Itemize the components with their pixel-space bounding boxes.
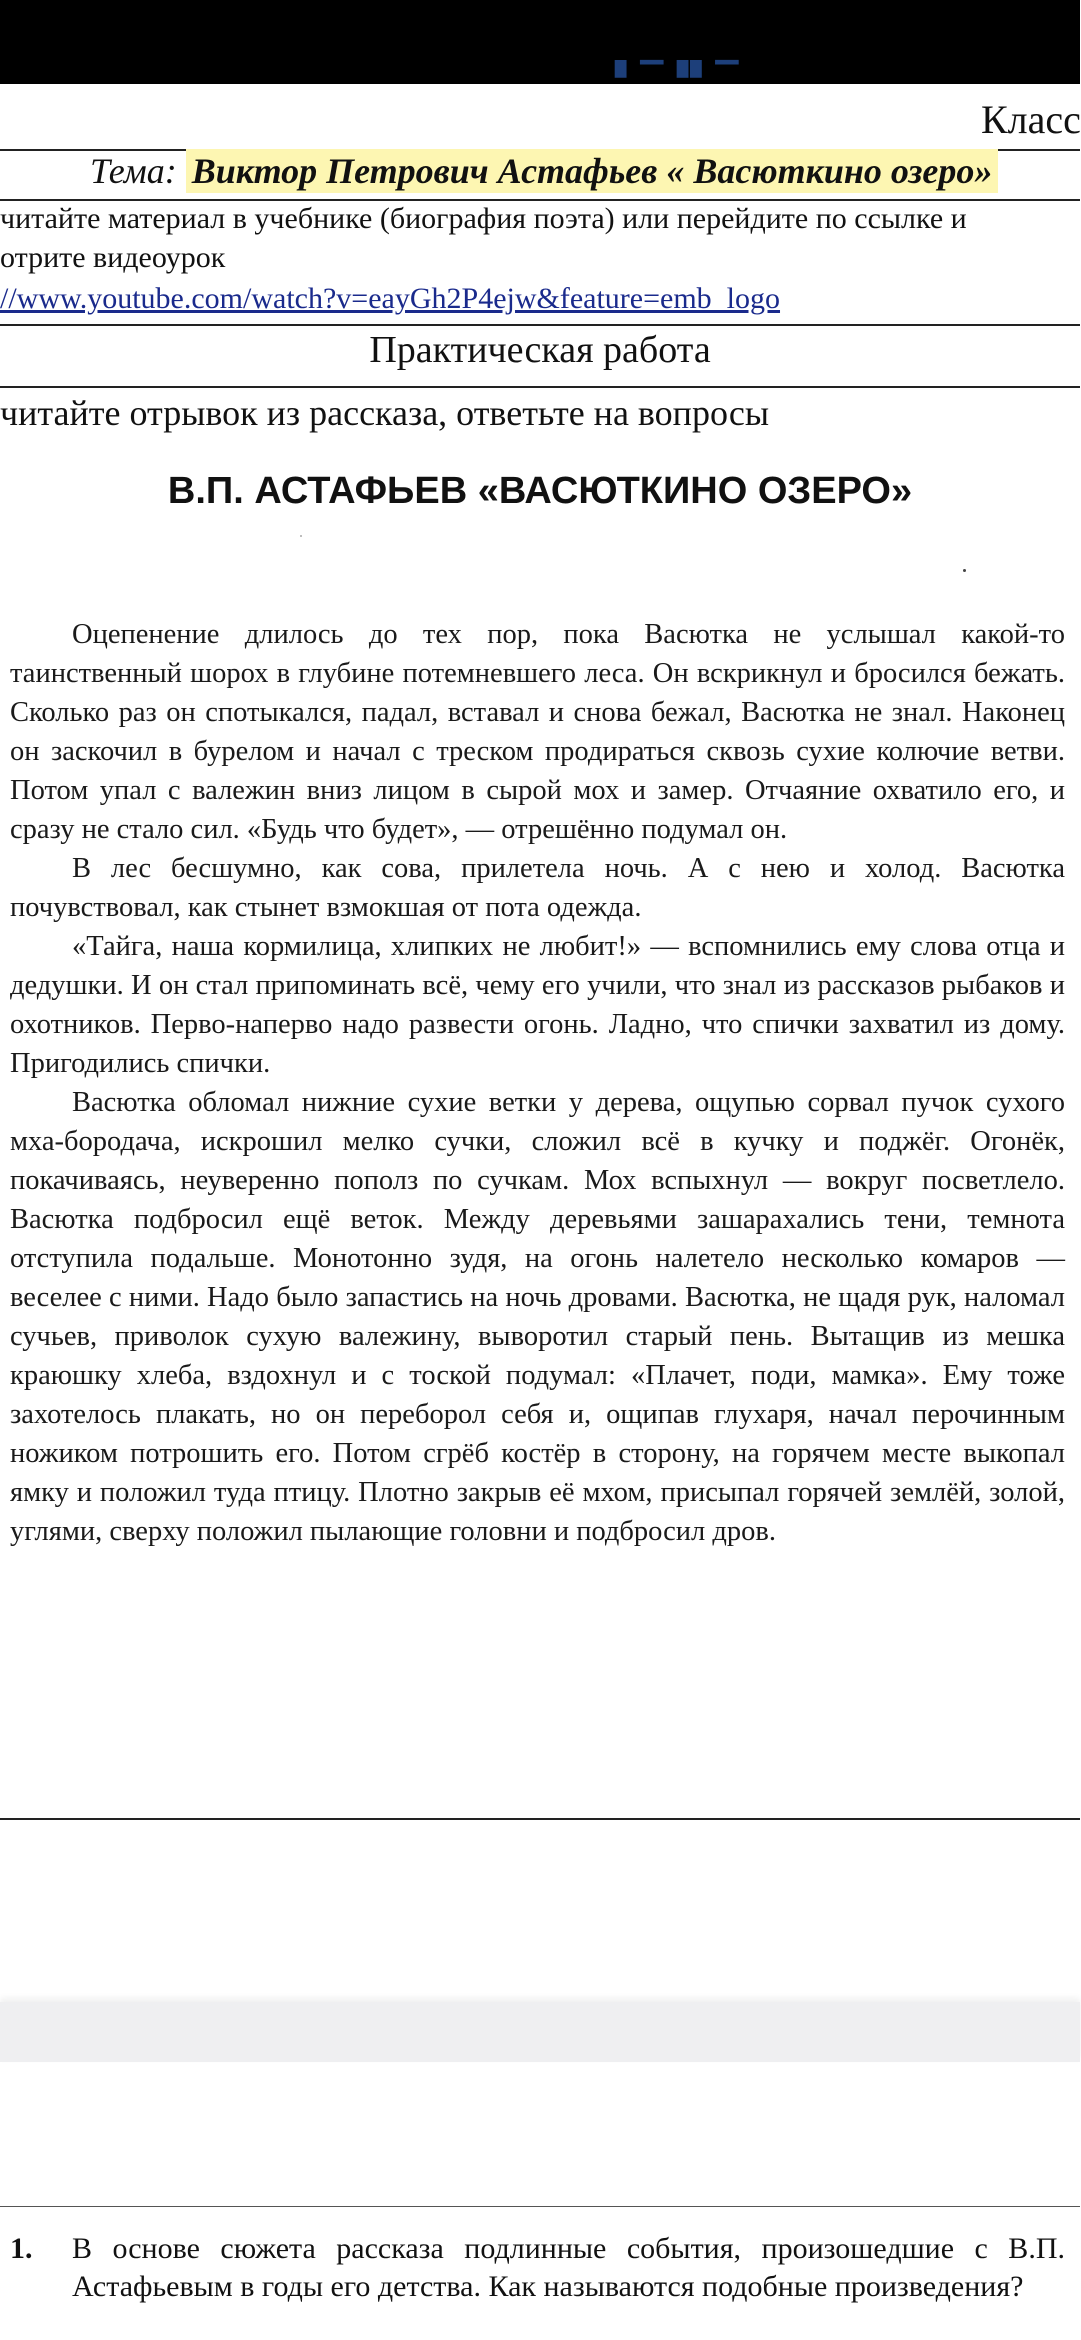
question-text: В основе сюжета рассказа подлинные события, произошедшие с В.П. Астафьевым в годы его детства. Как называются подобные произведения?	[72, 2232, 1065, 2303]
cropped-heading-fragment: ▘▔▝▘▔	[615, 62, 741, 95]
divider	[0, 324, 1080, 326]
practical-task: читайте отрывок из рассказа, ответьте на вопросы	[0, 393, 770, 433]
topic-prefix: Тема:	[90, 151, 177, 191]
divider	[0, 2206, 1080, 2207]
class-label: Класс	[981, 97, 1081, 142]
instruction-line-2: отрите видеоурок	[0, 241, 226, 274]
divider	[0, 1818, 1080, 1820]
top-bar	[0, 0, 1080, 95]
divider	[0, 199, 1080, 201]
divider	[0, 386, 1080, 388]
instruction-line-1: читайте материал в учебнике (биография поэта) или перейдите по ссылке и	[0, 202, 967, 235]
excerpt-paragraph: Васютка обломал нижние сухие ветки у дерева, ощупью сорвал пучок сухого мха-бородача, искрошил мелко сучки, сложил всё в кучку и поджёг. Огонёк, покачиваясь, неуверенно пополз по сучкам. Мох вспыхнул — вокруг посветлело. Васютка подбросил ещё веток. Между деревьями зашарахались тени, темнота отступила подальше. Монотонно зудя, на огонь налетело несколько комаров — веселее с ними. Надо было запастись на ночь дровами. Васютка, не щадя рук, наломал сучьев, приволок сухую валежину, выворотил старый пень. Вытащив из мешка краюшку хлеба, вздохнул и с тоской подумал: «Плачет, поди, мамка». Ему тоже захотелось плакать, но он переборол себя и, ощипав глухаря, начал перочинным ножиком потрошить его. Потом сгрёб костёр в сторону, на горячем месте выкопал ямку и положил туда птицу. Плотно закрыв её мхом, присыпал горячей землёй, золой, углями, сверху положил пылающие головни и подбросил дров.	[10, 1087, 1065, 1547]
video-link[interactable]: //www.youtube.com/watch?v=eayGh2P4ejw&feature=emb_logo	[0, 282, 781, 315]
excerpt-paragraph: В лес бесшумно, как сова, прилетела ночь. А с нею и холод. Васютка почувствовал, как стынет взмокшая от пота одежда.	[10, 853, 1065, 923]
excerpt-paragraph: «Тайга, наша кормилица, хлипких не любит!» — вспомнились ему слова отца и дедушки. И он стал припоминать всё, чему его учили, что знал из рассказов рыбаков и охотников. Перво-наперво надо развести огонь. Ладно, что спички захватил из дому. Пригодились спички.	[10, 931, 1065, 1079]
practical-title: Практическая работа	[369, 329, 711, 371]
scan-speck	[300, 535, 302, 537]
topic-title: Виктор Петрович Астафьев « Васюткино озеро»	[186, 149, 999, 193]
excerpt-heading: В.П. АСТАФЬЕВ «ВАСЮТКИНО ОЗЕРО»	[167, 470, 913, 512]
question-number: 1.	[10, 2232, 33, 2265]
topic-line	[90, 150, 998, 192]
excerpt-paragraph: Оцепенение длилось до тех пор, пока Васютка не услышал какой-то таинственный шорох в глубине потемневшего леса. Он вскрикнул и бросился бежать. Сколько раз он спотыкался, падал, вставал и снова бежал, Васютка не знал. Наконец он заскочил в бурелом и начал с треском продираться сквозь сухие колючие ветви. Потом упал с валежин вниз лицом в сырой мох и замер. Отчаяние охватило его, и сразу не стало сил. «Будь что будет», — отрешённо подумал он.	[10, 619, 1065, 845]
page-separator	[0, 2002, 1080, 2062]
scan-speck	[963, 569, 966, 572]
excerpt-text	[10, 615, 1065, 1551]
